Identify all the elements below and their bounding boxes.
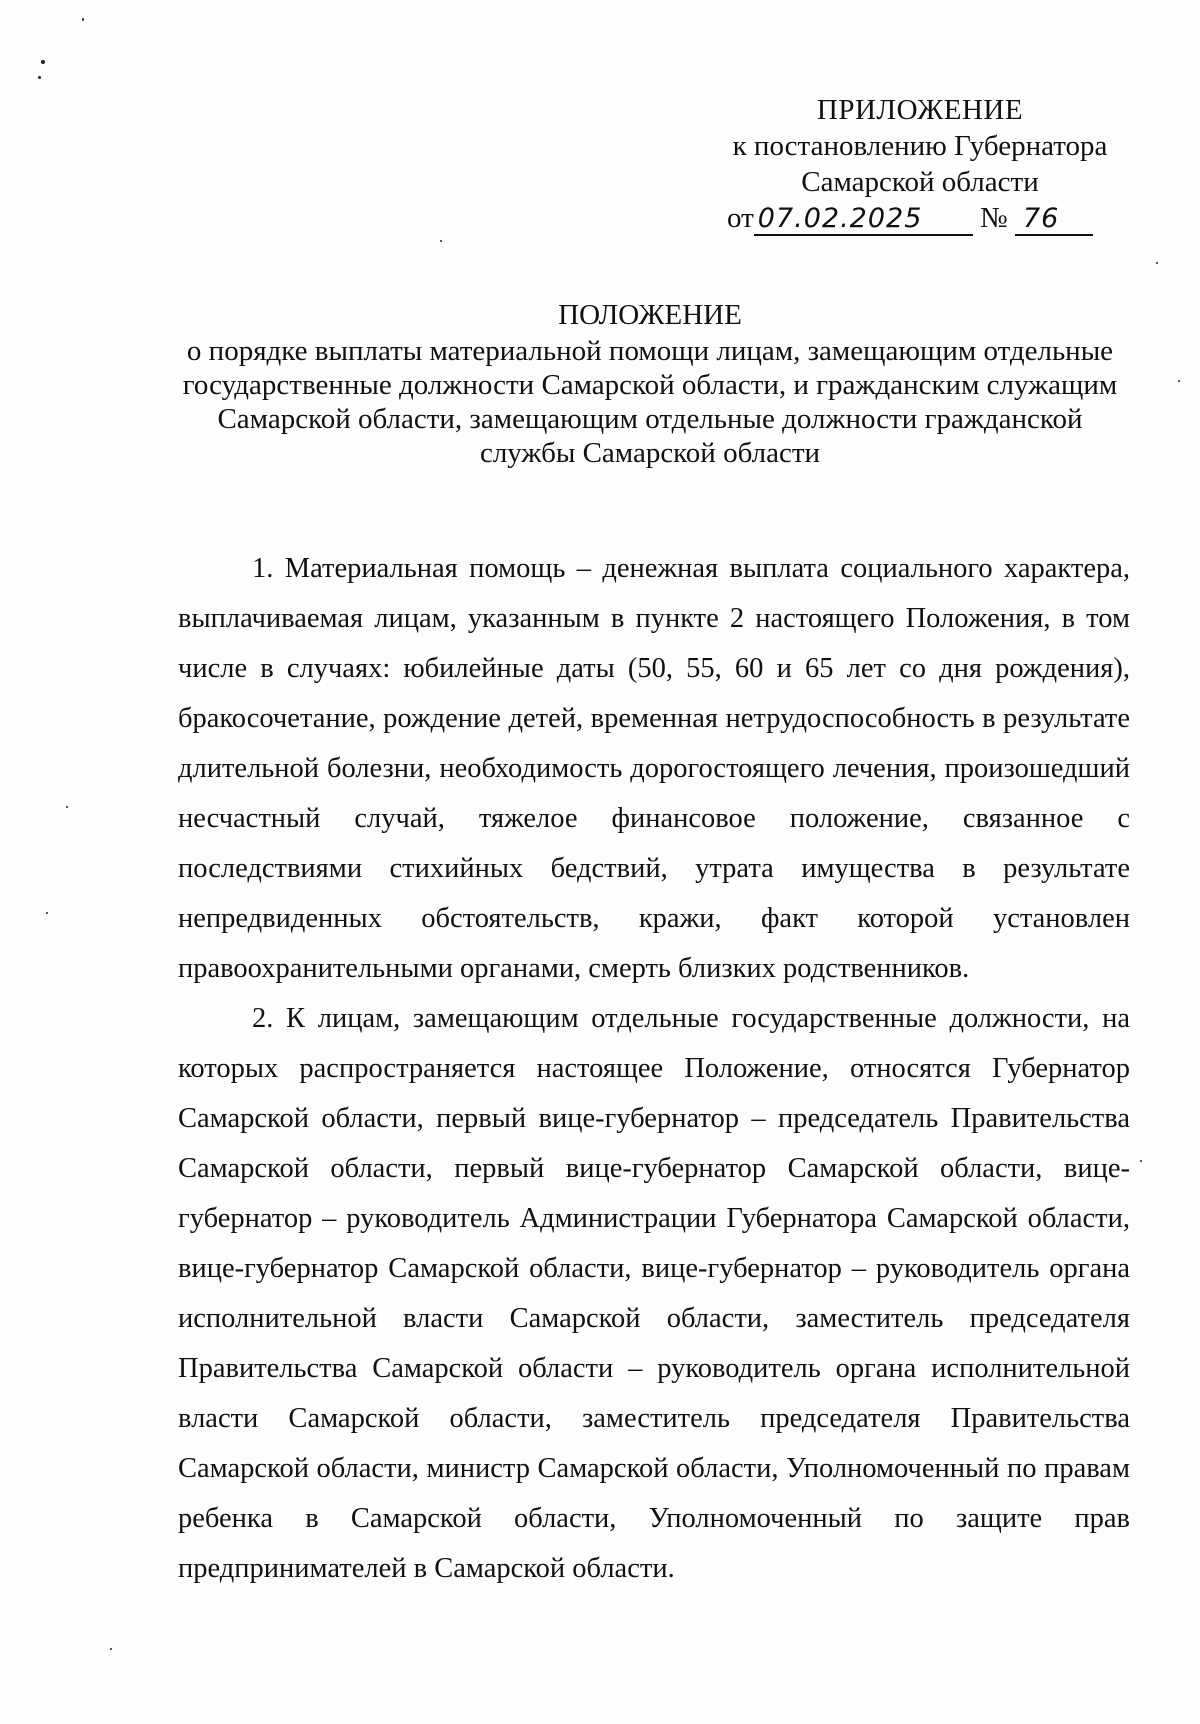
scan-speck <box>66 806 68 808</box>
handwritten-number: 76 <box>1015 204 1093 236</box>
scan-speck <box>1178 380 1180 382</box>
handwritten-date: 07.02.2025 <box>754 204 973 236</box>
appendix-header <box>700 92 1140 236</box>
appendix-title: ПРИЛОЖЕНИЕ <box>816 94 1024 126</box>
scan-speck <box>440 240 442 242</box>
paragraph-1: 1. Материальная помощь – денежная выплата социального характера, выплачиваемая лицам, указанным в пункте 2 настоящего Положения, в том числе в случаях: юбилейные даты (50, 55, 60 и 65 лет со дня рождения), бракосочетание, рождение детей, временная нетрудоспособность в результате длительной болезни, необходимость дорогостоящего лечения, произошедший несчастный случай, тяжелое финансовое положение, связанное с последствиями стихийных бедствий, утрата имущества в результате непредвиденных обстоятельств, кражи, факт которой установлен правоохранительными органами, смерть близких родственников. <box>178 553 1130 984</box>
scan-speck <box>1156 262 1158 264</box>
scan-speck <box>38 76 41 79</box>
number-sign: № <box>980 202 1008 234</box>
regulation-heading: ПОЛОЖЕНИЕ <box>558 299 742 331</box>
date-prefix: от <box>727 202 754 234</box>
regulation-subtitle-line: государственные должности Самарской области, и гражданским служащим <box>182 369 1118 401</box>
regulation-subtitle-line: службы Самарской области <box>479 437 821 469</box>
regulation-subtitle-line: о порядке выплаты материальной помощи лицам, замещающим отдельные <box>186 335 1114 367</box>
regulation-subtitle-line: Самарской области, замещающим отдельные должности гражданской <box>217 403 1083 435</box>
document-body <box>178 544 1130 1594</box>
scan-speck <box>46 912 48 914</box>
scan-speck <box>82 18 84 21</box>
paragraph-2: 2. К лицам, замещающим отдельные государственные должности, на которых распространяется настоящее Положение, относятся Губернатор Самарской области, первый вице-губернатор – председатель Правительства Самарской области, первый вице-губернатор Самарской области, вице-губернатор – руководитель Администрации Губернатора Самарской области, вице-губернатор Самарской области, вице-губернатор – руководитель органа исполнительной власти Самарской области, заместитель председателя Правительства Самарской области – руководитель органа исполнительной власти Самарской области, заместитель председателя Правительства Самарской области, министр Самарской области, Уполномоченный по правам ребенка в Самарской области, Уполномоченный по защите прав предпринимателей в Самарской области. <box>178 1003 1130 1584</box>
appendix-line-region: Самарской области <box>801 166 1039 198</box>
scan-speck <box>41 60 45 64</box>
appendix-date-number-line <box>700 200 1140 236</box>
appendix-line-decree: к постановлению Губернатора <box>732 130 1108 162</box>
scan-speck <box>110 1648 112 1650</box>
scan-speck <box>1140 1160 1142 1162</box>
regulation-title-block <box>170 298 1130 470</box>
